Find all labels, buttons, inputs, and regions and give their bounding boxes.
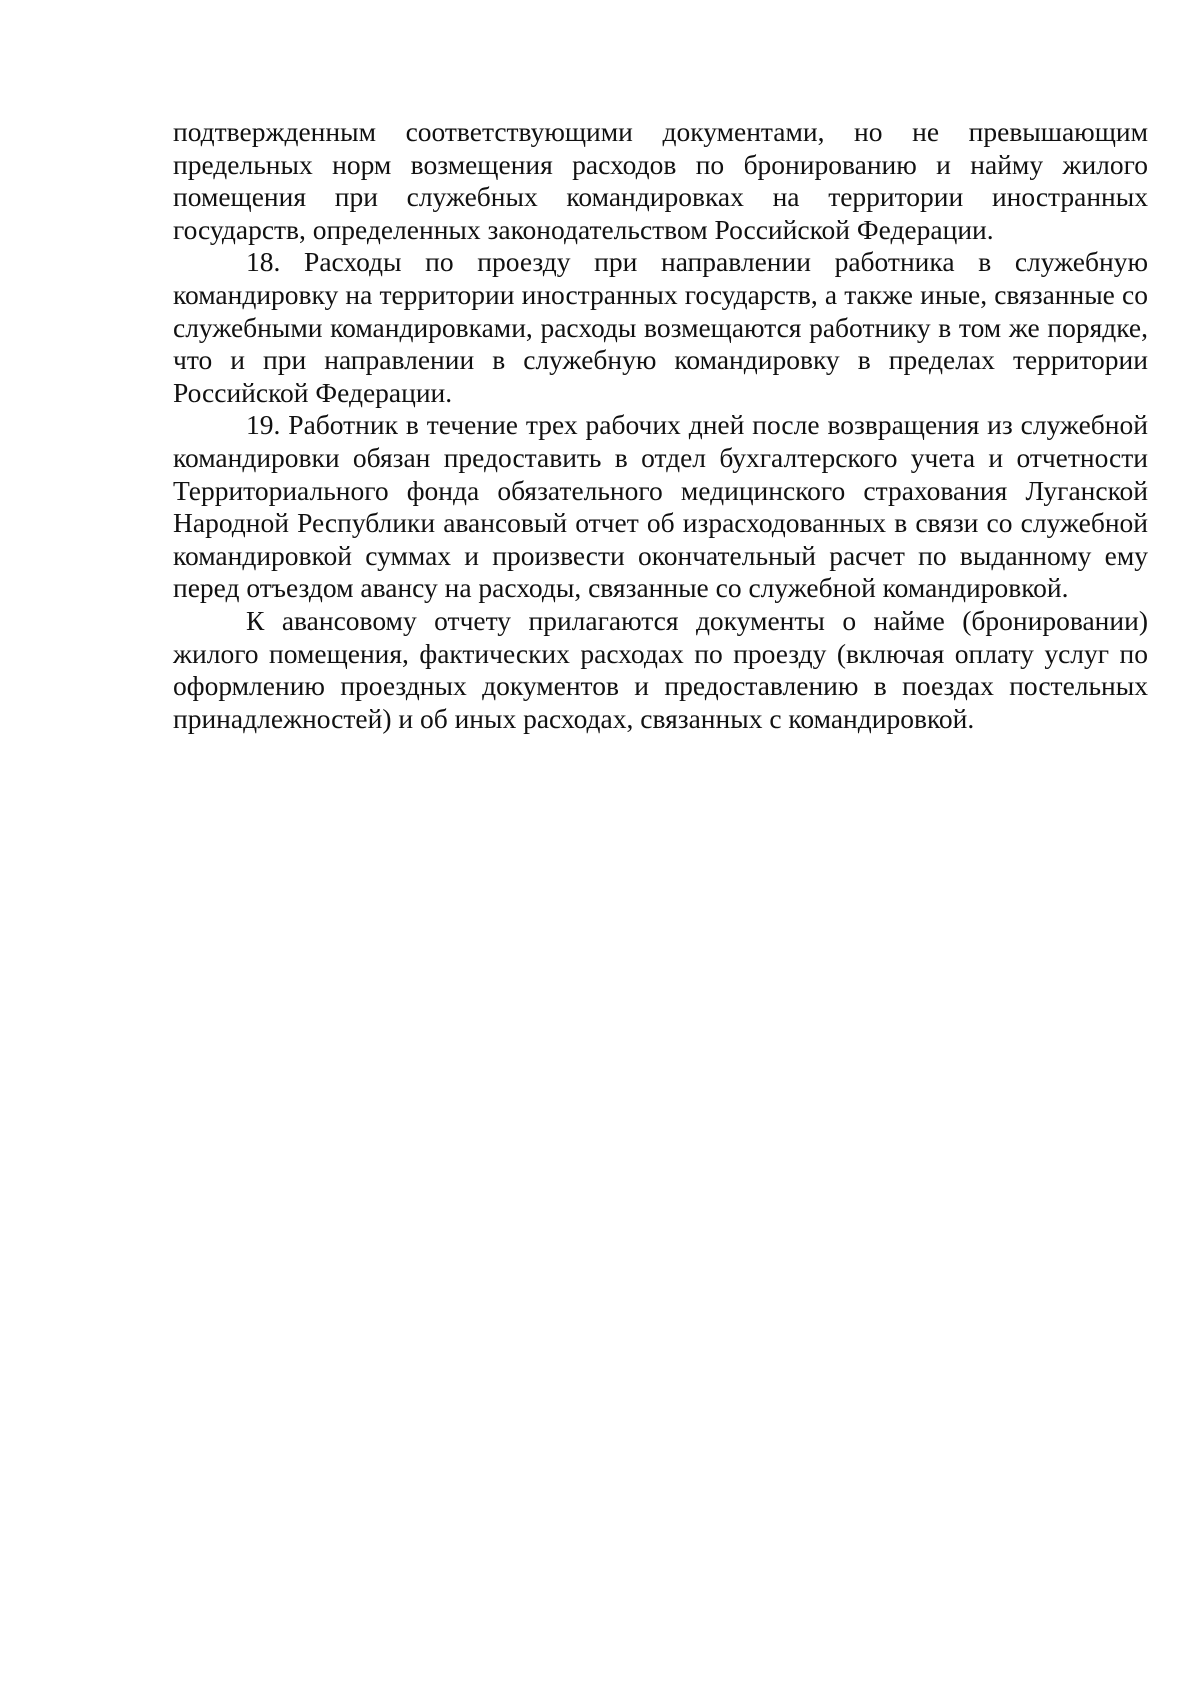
document-body: [173, 116, 1148, 735]
paragraph-advance-report-attachments: К авансовому отчету прилагаются документы о найме (бронировании) жилого помещения, фактических расходах по проезду (включая оплату услуг по оформлению проездных документов и предоставлению в поездах постельных принадлежностей) и об иных расходах, связанных с командировкой.: [173, 604, 1148, 734]
paragraph-item-18: 18. Расходы по проезду при направлении работника в служебную командировку на территории иностранных государств, а также иные, связанные со служебными командировками, расходы возмещаются работнику в том же порядке, что и при направлении в служебную командировку в пределах территории Российской Федерации.: [173, 246, 1148, 408]
paragraph-item-19: 19. Работник в течение трех рабочих дней после возвращения из служебной командировки обязан предоставить в отдел бухгалтерского учета и отчетности Территориального фонда обязательного медицинского страхования Луганской Народной Республики авансовый отчет об израсходованных в связи со служебной командировкой суммах и произвести окончательный расчет по выданному ему перед отъездом авансу на расходы, связанные со служебной командировкой.: [173, 409, 1148, 604]
paragraph-continuation: подтвержденным соответствующими документами, но не превышающим предельных норм возмещения расходов по бронированию и найму жилого помещения при служебных командировках на территории иностранных государств, определенных законодательством Российской Федерации.: [173, 116, 1148, 245]
